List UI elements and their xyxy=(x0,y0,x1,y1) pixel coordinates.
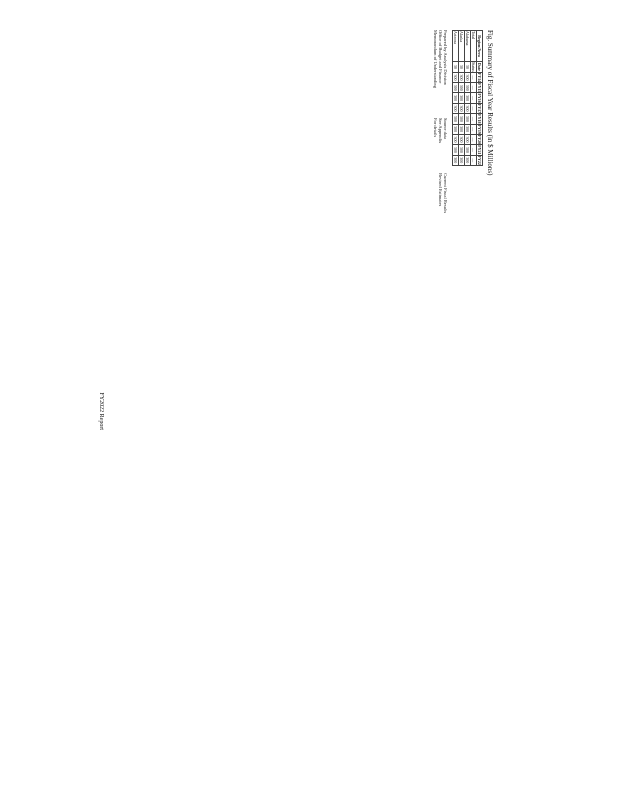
table-cell: 300 xyxy=(465,103,471,113)
footer-note: Prepared by Analysis Division Office of Budget and Finance Memorandum of Understanding xyxy=(433,30,448,88)
document-title: Fig. Summary of Fiscal Year Results (in $ Millions) xyxy=(486,30,494,176)
table-cell: — xyxy=(471,103,477,113)
table-cell: 300 xyxy=(453,114,459,124)
table-cell: 300 xyxy=(465,114,471,124)
column-header: FY22 xyxy=(477,155,482,165)
table-cell: 300 xyxy=(453,72,459,82)
table-cell: — xyxy=(471,145,477,155)
table-cell: 300 xyxy=(459,72,465,82)
table-cell: — xyxy=(471,93,477,103)
footer-note: Source data See Appendix For details xyxy=(433,118,448,144)
table-cell: Arizona xyxy=(453,31,459,62)
table-cell: 300 xyxy=(459,155,465,165)
table-cell: 300 xyxy=(459,145,465,155)
data-table xyxy=(452,30,483,166)
table-row xyxy=(453,31,459,166)
table-cell: 300 xyxy=(465,155,471,165)
table-body xyxy=(453,31,477,166)
column-header: Date xyxy=(477,62,482,71)
table-cell: 30 xyxy=(465,62,471,73)
column-header: FY19 xyxy=(477,124,482,134)
footer-notes xyxy=(433,30,448,430)
table-cell: — xyxy=(471,114,477,124)
table-cell: 300 xyxy=(459,103,465,113)
table-cell: — xyxy=(471,134,477,144)
column-header: FY14 xyxy=(477,72,482,83)
table-cell: Status xyxy=(471,62,476,72)
table-cell: 300 xyxy=(459,114,465,124)
table-row xyxy=(459,31,465,166)
table-cell: 300 xyxy=(459,124,465,134)
table-cell: 300 xyxy=(453,134,459,144)
table-cell: 300 xyxy=(453,103,459,113)
table-cell: 300 xyxy=(459,83,465,93)
table-header-row xyxy=(477,31,483,166)
table-cell: 300 xyxy=(453,83,459,93)
table-row xyxy=(465,31,471,166)
column-header: FY18 xyxy=(477,114,482,124)
column-header: FY17 xyxy=(477,103,482,114)
footer-note: Current Fiscal Results Revised Estimates xyxy=(438,173,448,214)
table-cell: 300 xyxy=(453,93,459,103)
table-cell: — xyxy=(471,155,477,165)
table-cell: — xyxy=(471,83,477,93)
page-identifier: FY2022 Report xyxy=(98,392,104,430)
table-cell: 300 xyxy=(465,134,471,144)
table-cell: Total xyxy=(471,31,477,62)
table-cell: 30 xyxy=(459,62,465,73)
table-cell: 300 xyxy=(459,93,465,103)
column-header: FY16 xyxy=(477,93,482,103)
table-cell: 300 xyxy=(465,93,471,103)
table-cell: — xyxy=(471,124,477,134)
table-row xyxy=(471,31,477,166)
column-header: FY21 xyxy=(477,145,482,155)
table-cell: — xyxy=(471,72,477,82)
table-cell: 300 xyxy=(453,145,459,155)
table-cell: 30 xyxy=(453,62,459,73)
table-cell: 300 xyxy=(459,134,465,144)
column-header: Region/Area xyxy=(477,31,483,62)
table-cell: 300 xyxy=(465,124,471,134)
column-header: FY15 xyxy=(477,83,482,93)
rotated-table-block xyxy=(98,30,494,430)
table-cell: 300 xyxy=(453,124,459,134)
table-cell: 300 xyxy=(453,155,459,165)
table-cell: Alaska xyxy=(459,31,465,62)
column-header: FY20 xyxy=(477,134,482,145)
table-cell: Alabama xyxy=(465,31,471,62)
table-cell: 300 xyxy=(465,83,471,93)
table-cell: 300 xyxy=(465,72,471,82)
table-cell: 300 xyxy=(465,145,471,155)
